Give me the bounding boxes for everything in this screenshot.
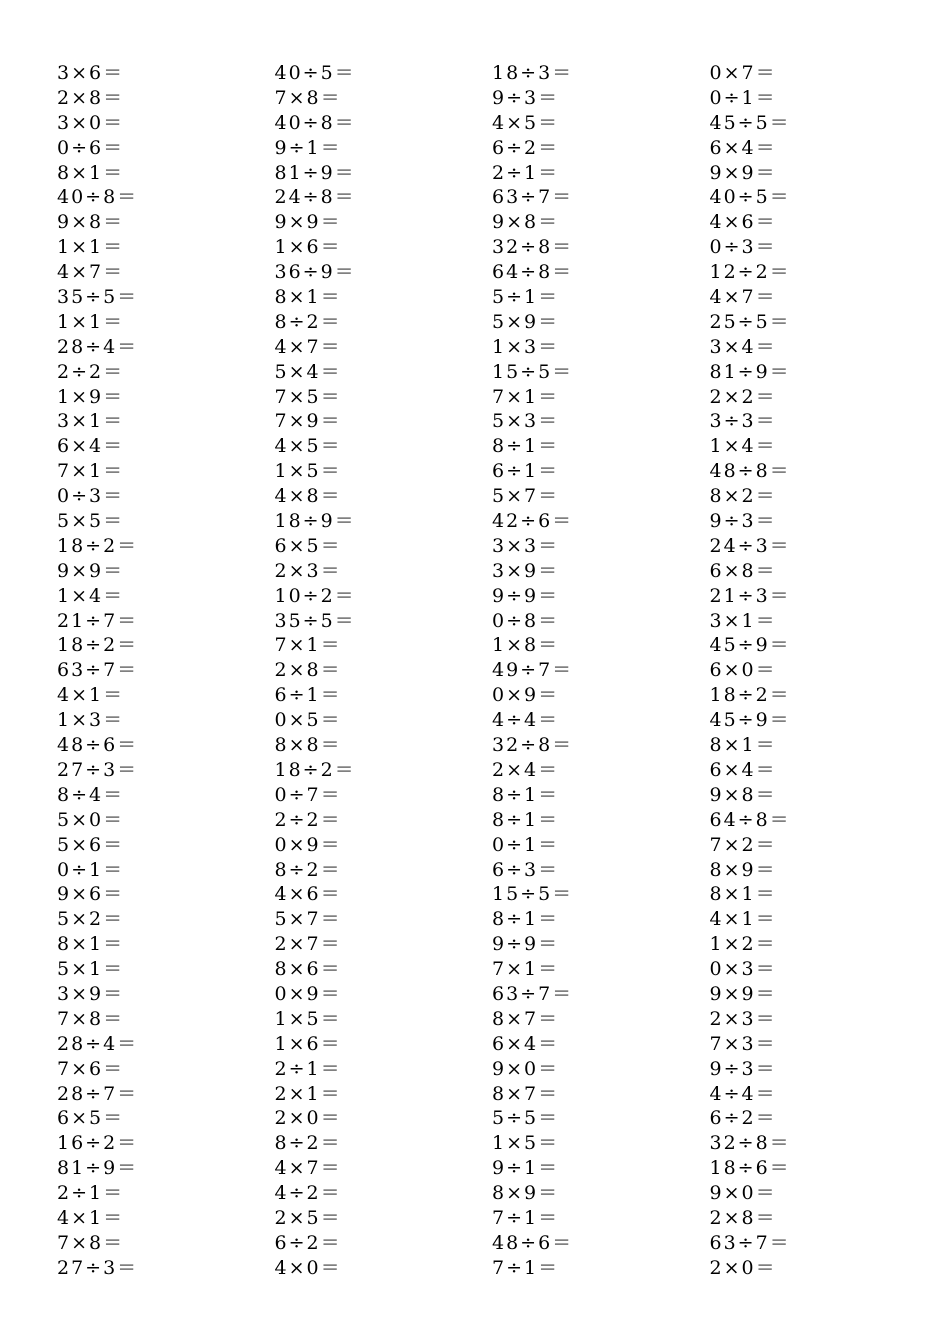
math-problem: 8×6＝ (274, 958, 342, 981)
math-problem: 49÷7＝ (492, 659, 574, 682)
math-problem: 0×9＝ (492, 684, 560, 707)
math-problem: 7×5＝ (274, 385, 342, 408)
math-problem: 1×3＝ (57, 709, 125, 732)
math-problem: 1×4＝ (709, 435, 777, 458)
math-problem: 28÷4＝ (57, 1032, 139, 1055)
arithmetic-worksheet (57, 61, 937, 1281)
math-problem: 1×3＝ (492, 335, 560, 358)
math-problem: 7×1＝ (492, 385, 560, 408)
math-problem: 48÷6＝ (57, 734, 139, 757)
math-problem: 9×8＝ (57, 211, 125, 234)
math-problem: 45÷9＝ (709, 634, 791, 657)
math-problem: 2×7＝ (274, 933, 342, 956)
math-problem: 8×2＝ (709, 485, 777, 508)
math-problem: 5×9＝ (492, 310, 560, 333)
math-problem: 2×0＝ (709, 1256, 777, 1279)
math-problem: 16÷2＝ (57, 1132, 139, 1155)
math-problem: 9×9＝ (709, 161, 777, 184)
math-problem: 5÷1＝ (492, 286, 560, 309)
math-problem: 21÷7＝ (57, 609, 139, 632)
math-problem: 2÷1＝ (57, 1182, 125, 1205)
math-problem: 9×8＝ (709, 783, 777, 806)
math-problem: 8×1＝ (709, 883, 777, 906)
math-problem: 3×1＝ (57, 410, 125, 433)
math-problem: 8×1＝ (57, 933, 125, 956)
math-problem: 15÷5＝ (492, 360, 574, 383)
math-problem: 28÷4＝ (57, 335, 139, 358)
math-problem: 7×9＝ (274, 410, 342, 433)
math-problem: 8×7＝ (492, 1007, 560, 1030)
math-problem: 3×3＝ (492, 534, 560, 557)
math-problem: 18÷2＝ (709, 684, 791, 707)
math-problem: 24÷3＝ (709, 534, 791, 557)
problem-column-2 (275, 61, 493, 1281)
math-problem: 3×0＝ (57, 111, 125, 134)
math-problem: 1×1＝ (57, 310, 125, 333)
math-problem: 18÷9＝ (274, 510, 356, 533)
math-problem: 0÷3＝ (709, 236, 777, 259)
math-problem: 81÷9＝ (274, 161, 356, 184)
math-problem: 81÷9＝ (709, 360, 791, 383)
math-problem: 6÷2＝ (492, 136, 560, 159)
math-problem: 0×3＝ (709, 958, 777, 981)
math-problem: 1×2＝ (709, 933, 777, 956)
math-problem: 32÷8＝ (709, 1132, 791, 1155)
math-problem: 2×8＝ (274, 659, 342, 682)
math-problem: 40÷8＝ (57, 186, 139, 209)
math-problem: 8÷1＝ (492, 808, 560, 831)
math-problem: 8×9＝ (709, 858, 777, 881)
math-problem: 4×6＝ (709, 211, 777, 234)
math-problem: 1×5＝ (274, 460, 342, 483)
math-problem: 2÷2＝ (274, 808, 342, 831)
math-problem: 2÷2＝ (57, 360, 125, 383)
math-problem: 3×4＝ (709, 335, 777, 358)
math-problem: 7×8＝ (57, 1231, 125, 1254)
math-problem: 8÷2＝ (274, 310, 342, 333)
math-problem: 2×8＝ (57, 86, 125, 109)
math-problem: 7÷1＝ (492, 1206, 560, 1229)
math-problem: 64÷8＝ (492, 261, 574, 284)
math-problem: 35÷5＝ (274, 609, 356, 632)
math-problem: 3×9＝ (492, 559, 560, 582)
math-problem: 32÷8＝ (492, 236, 574, 259)
math-problem: 0÷1＝ (492, 833, 560, 856)
math-problem: 0÷1＝ (57, 858, 125, 881)
math-problem: 5×4＝ (274, 360, 342, 383)
math-problem: 9÷9＝ (492, 933, 560, 956)
math-problem: 8×1＝ (274, 286, 342, 309)
math-problem: 63÷7＝ (492, 186, 574, 209)
math-problem: 4×7＝ (709, 286, 777, 309)
math-problem: 6÷1＝ (492, 460, 560, 483)
math-problem: 40÷5＝ (274, 62, 356, 84)
math-problem: 8×1＝ (709, 734, 777, 757)
math-problem: 0÷8＝ (492, 609, 560, 632)
math-problem: 6×4＝ (57, 435, 125, 458)
math-problem: 9×0＝ (492, 1057, 560, 1080)
math-problem: 3×9＝ (57, 982, 125, 1005)
math-problem: 9÷1＝ (492, 1157, 560, 1180)
math-problem: 7×2＝ (709, 833, 777, 856)
problem-column-1 (57, 61, 275, 1281)
math-problem: 4×8＝ (274, 485, 342, 508)
math-problem: 2×1＝ (274, 1082, 342, 1105)
math-problem: 9×8＝ (492, 211, 560, 234)
math-problem: 0×9＝ (274, 982, 342, 1005)
math-problem: 63÷7＝ (492, 982, 574, 1005)
math-problem: 1×8＝ (492, 634, 560, 657)
math-problem: 3÷3＝ (709, 410, 777, 433)
math-problem: 9÷3＝ (492, 86, 560, 109)
math-problem: 8÷1＝ (492, 435, 560, 458)
math-problem: 6×4＝ (492, 1032, 560, 1055)
math-problem: 9÷3＝ (709, 1057, 777, 1080)
math-problem: 6÷1＝ (274, 684, 342, 707)
math-problem: 8×9＝ (492, 1182, 560, 1205)
math-problem: 6÷3＝ (492, 858, 560, 881)
math-problem: 0÷1＝ (709, 86, 777, 109)
math-problem: 8×1＝ (57, 161, 125, 184)
math-problem: 0÷3＝ (57, 485, 125, 508)
math-problem: 5×5＝ (57, 510, 125, 533)
math-problem: 7÷1＝ (492, 1256, 560, 1279)
math-problem: 4×1＝ (57, 1206, 125, 1229)
math-problem: 27÷3＝ (57, 758, 139, 781)
math-problem: 7×3＝ (709, 1032, 777, 1055)
problem-column-3 (492, 61, 710, 1281)
math-problem: 18÷3＝ (492, 62, 574, 84)
math-problem: 8÷1＝ (492, 908, 560, 931)
math-problem: 5÷5＝ (492, 1107, 560, 1130)
math-problem: 2×2＝ (709, 385, 777, 408)
math-problem: 5×3＝ (492, 410, 560, 433)
math-problem: 48÷6＝ (492, 1231, 574, 1254)
math-problem: 5×7＝ (492, 485, 560, 508)
math-problem: 18÷2＝ (57, 634, 139, 657)
math-problem: 4×5＝ (492, 111, 560, 134)
math-problem: 4÷4＝ (492, 709, 560, 732)
math-problem: 4÷4＝ (709, 1082, 777, 1105)
math-problem: 35÷5＝ (57, 286, 139, 309)
math-problem: 8÷1＝ (492, 783, 560, 806)
math-problem: 6×4＝ (709, 758, 777, 781)
math-problem: 9×9＝ (709, 982, 777, 1005)
math-problem: 2÷1＝ (492, 161, 560, 184)
math-problem: 8÷2＝ (274, 858, 342, 881)
math-problem: 18÷2＝ (57, 534, 139, 557)
math-problem: 6×0＝ (709, 659, 777, 682)
math-problem: 0÷7＝ (274, 783, 342, 806)
math-problem: 0÷6＝ (57, 136, 125, 159)
math-problem: 63÷7＝ (709, 1231, 791, 1254)
math-problem: 2÷1＝ (274, 1057, 342, 1080)
math-problem: 1×9＝ (57, 385, 125, 408)
math-problem: 24÷8＝ (274, 186, 356, 209)
math-problem: 40÷5＝ (709, 186, 791, 209)
math-problem: 8÷2＝ (274, 1132, 342, 1155)
math-problem: 6×4＝ (709, 136, 777, 159)
math-problem: 2×5＝ (274, 1206, 342, 1229)
math-problem: 4×1＝ (709, 908, 777, 931)
math-problem: 4×1＝ (57, 684, 125, 707)
math-problem: 3×6＝ (57, 62, 125, 84)
math-problem: 6×5＝ (274, 534, 342, 557)
math-problem: 18÷6＝ (709, 1157, 791, 1180)
math-problem: 0×5＝ (274, 709, 342, 732)
math-problem: 1×4＝ (57, 584, 125, 607)
math-problem: 6÷2＝ (274, 1231, 342, 1254)
math-problem: 7×8＝ (274, 86, 342, 109)
math-problem: 27÷3＝ (57, 1256, 139, 1279)
math-problem: 32÷8＝ (492, 734, 574, 757)
math-problem: 9×9＝ (274, 211, 342, 234)
math-problem: 12÷2＝ (709, 261, 791, 284)
math-problem: 8÷4＝ (57, 783, 125, 806)
math-problem: 1×5＝ (492, 1132, 560, 1155)
math-problem: 6×5＝ (57, 1107, 125, 1130)
math-problem: 18÷2＝ (274, 758, 356, 781)
math-problem: 6×8＝ (709, 559, 777, 582)
math-problem: 3×1＝ (709, 609, 777, 632)
math-problem: 2×3＝ (709, 1007, 777, 1030)
math-problem: 7×1＝ (274, 634, 342, 657)
math-problem: 0×9＝ (274, 833, 342, 856)
math-problem: 21÷3＝ (709, 584, 791, 607)
math-problem: 4×6＝ (274, 883, 342, 906)
math-problem: 64÷8＝ (709, 808, 791, 831)
math-problem: 40÷8＝ (274, 111, 356, 134)
math-problem: 1×6＝ (274, 236, 342, 259)
math-problem: 2×8＝ (709, 1206, 777, 1229)
math-problem: 1×1＝ (57, 236, 125, 259)
math-problem: 5×0＝ (57, 808, 125, 831)
problem-column-4 (710, 61, 928, 1281)
math-problem: 28÷7＝ (57, 1082, 139, 1105)
math-problem: 2×3＝ (274, 559, 342, 582)
math-problem: 7×1＝ (57, 460, 125, 483)
math-problem: 45÷5＝ (709, 111, 791, 134)
math-problem: 7×8＝ (57, 1007, 125, 1030)
math-problem: 5×2＝ (57, 908, 125, 931)
math-problem: 9÷9＝ (492, 584, 560, 607)
math-problem: 2×4＝ (492, 758, 560, 781)
math-problem: 4÷2＝ (274, 1182, 342, 1205)
math-problem: 6÷2＝ (709, 1107, 777, 1130)
math-problem: 81÷9＝ (57, 1157, 139, 1180)
math-problem: 9×9＝ (57, 559, 125, 582)
math-problem: 1×6＝ (274, 1032, 342, 1055)
math-problem: 8×7＝ (492, 1082, 560, 1105)
math-problem: 0×7＝ (709, 62, 777, 84)
math-problem: 4×7＝ (274, 335, 342, 358)
math-problem: 25÷5＝ (709, 310, 791, 333)
math-problem: 9×6＝ (57, 883, 125, 906)
math-problem: 10÷2＝ (274, 584, 356, 607)
math-problem: 7×1＝ (492, 958, 560, 981)
math-problem: 5×7＝ (274, 908, 342, 931)
math-problem: 5×6＝ (57, 833, 125, 856)
math-problem: 9÷1＝ (274, 136, 342, 159)
math-problem: 4×7＝ (57, 261, 125, 284)
math-problem: 48÷8＝ (709, 460, 791, 483)
math-problem: 9×0＝ (709, 1182, 777, 1205)
math-problem: 5×1＝ (57, 958, 125, 981)
math-problem: 2×0＝ (274, 1107, 342, 1130)
math-problem: 4×5＝ (274, 435, 342, 458)
math-problem: 63÷7＝ (57, 659, 139, 682)
math-problem: 15÷5＝ (492, 883, 574, 906)
math-problem: 42÷6＝ (492, 510, 574, 533)
math-problem: 4×0＝ (274, 1256, 342, 1279)
math-problem: 45÷9＝ (709, 709, 791, 732)
math-problem: 1×5＝ (274, 1007, 342, 1030)
math-problem: 8×8＝ (274, 734, 342, 757)
math-problem: 9÷3＝ (709, 510, 777, 533)
math-problem: 4×7＝ (274, 1157, 342, 1180)
math-problem: 7×6＝ (57, 1057, 125, 1080)
math-problem: 36÷9＝ (274, 261, 356, 284)
